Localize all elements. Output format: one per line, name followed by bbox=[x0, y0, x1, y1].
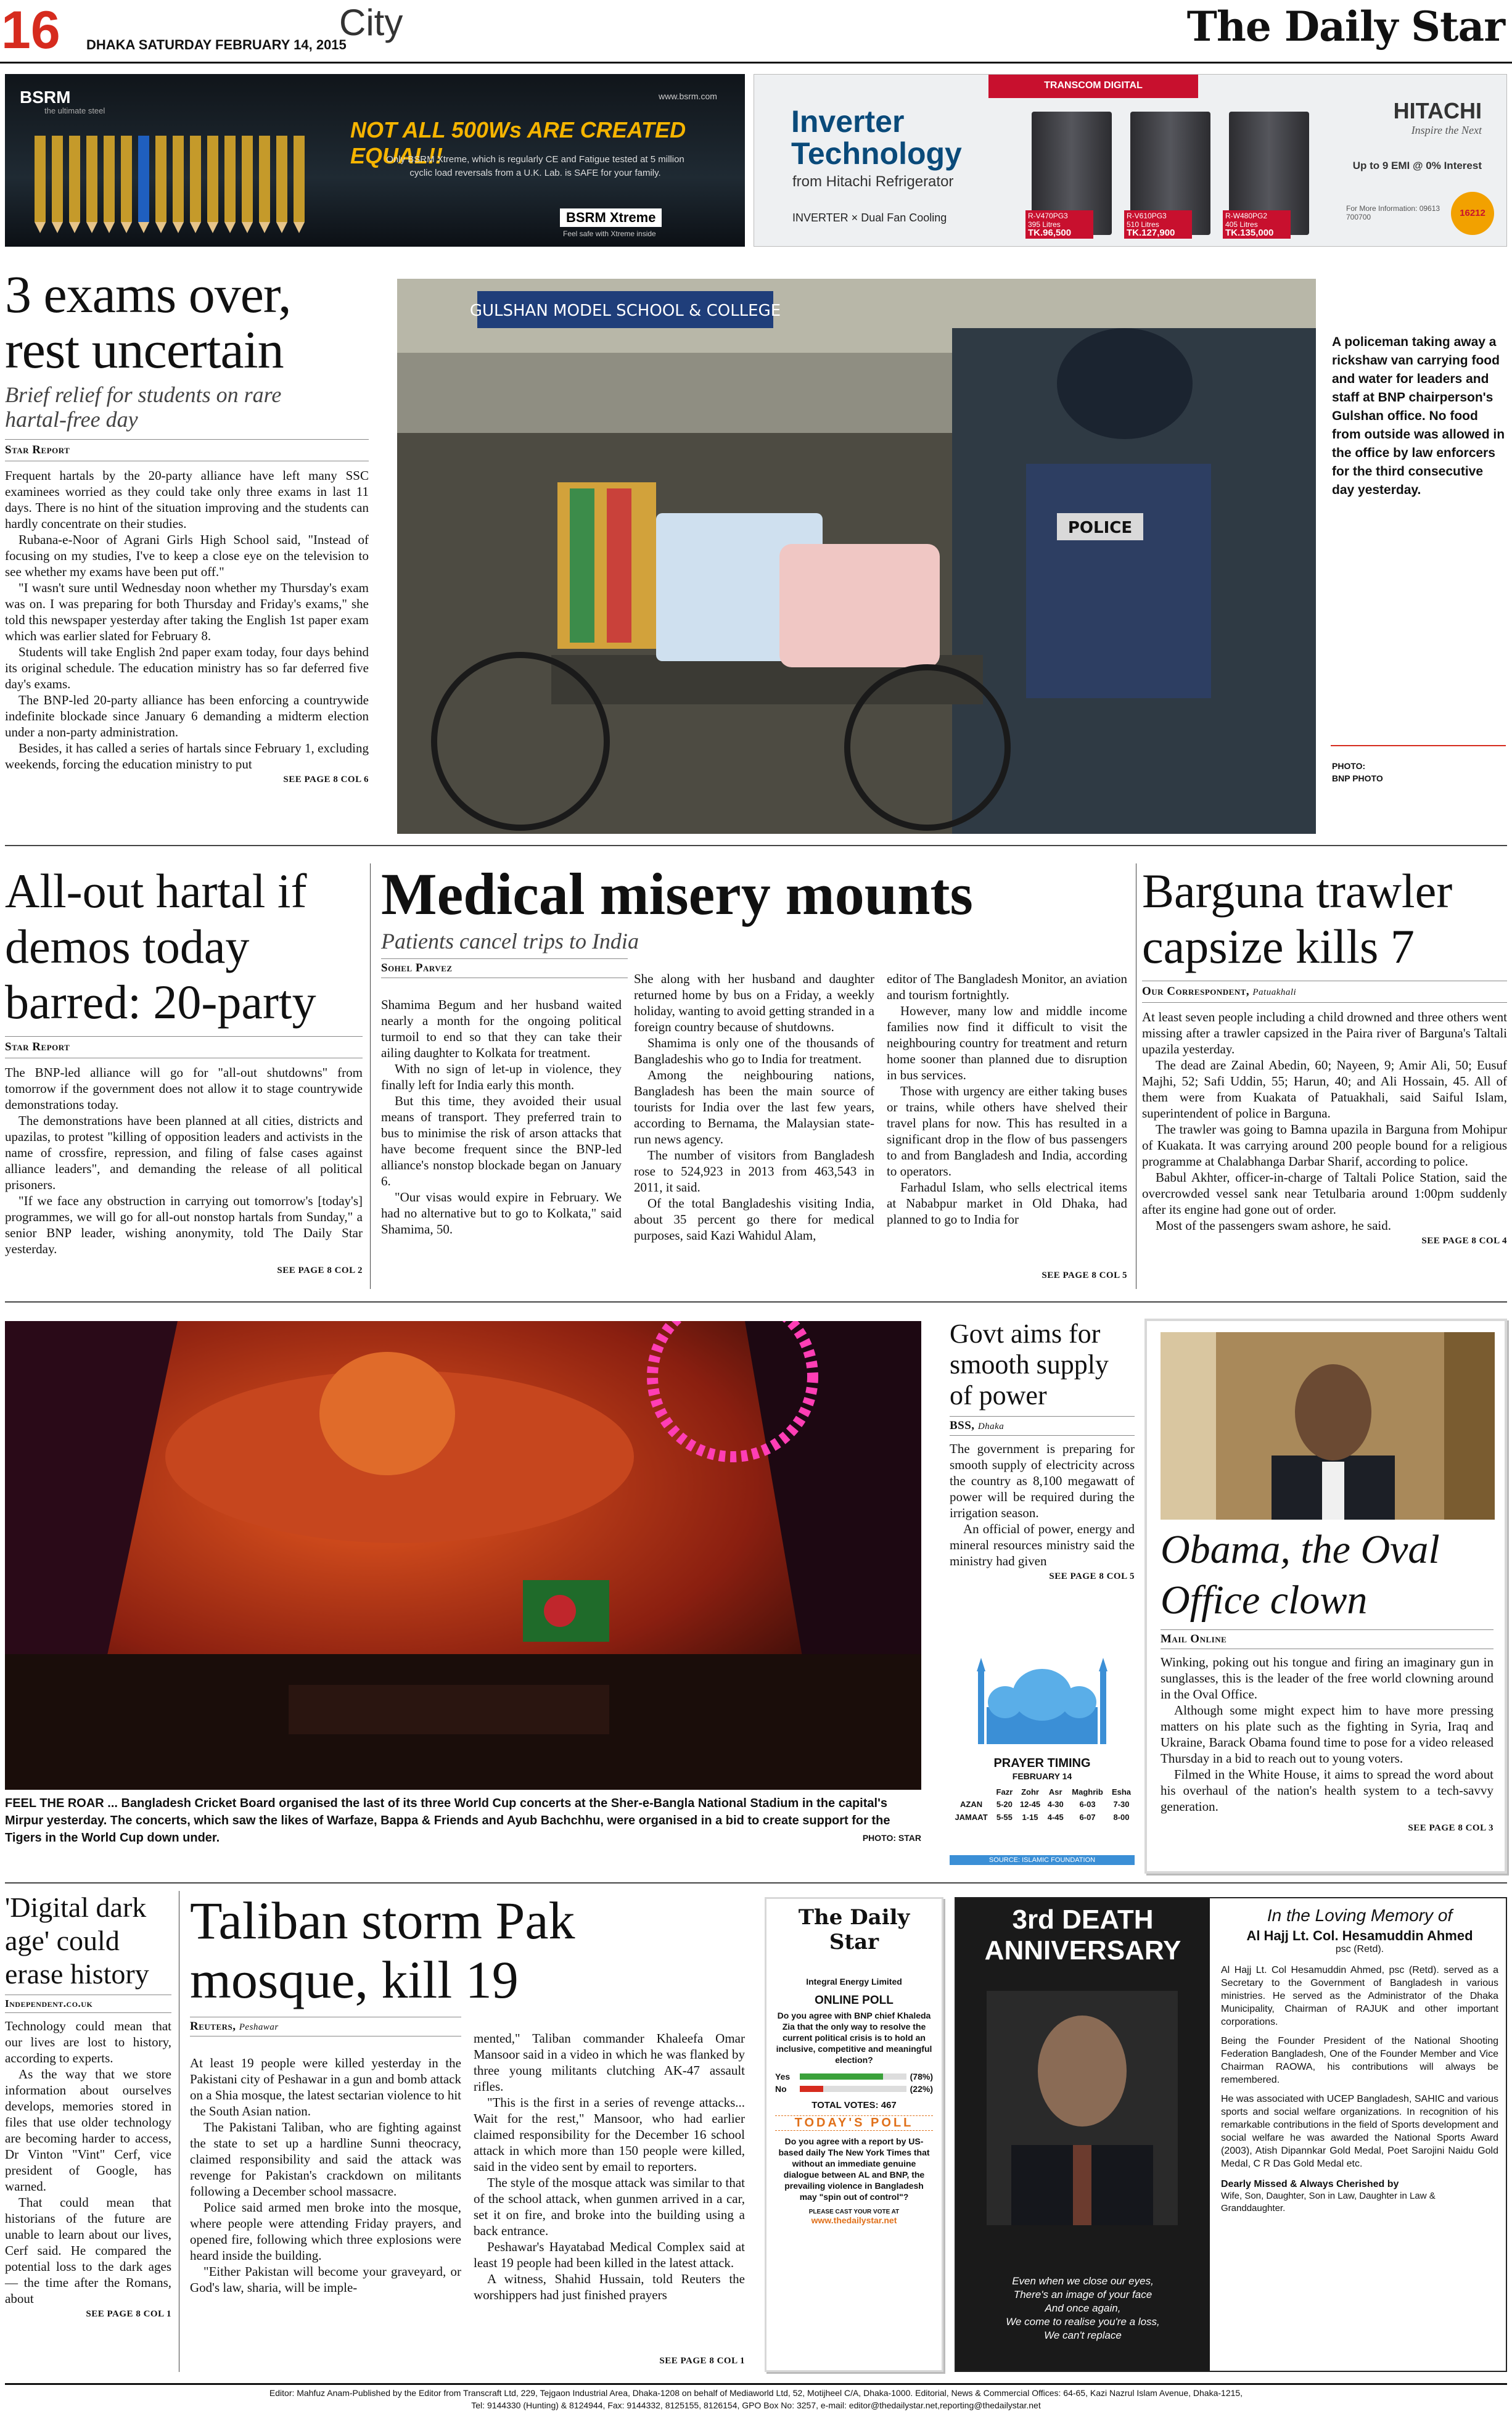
poll-sponsor: Integral Energy Limited bbox=[806, 1977, 902, 1987]
paragraph: However, many low and middle income families now find it difficult to visit the neighbouring country for treatment and return home sooner than planned due to disruption in bus services. bbox=[887, 1003, 1127, 1082]
paragraph: "Either Pakistan will become your graveyard, or God's law, sharia, will be imple- bbox=[190, 2264, 461, 2295]
rod-bar bbox=[190, 136, 201, 222]
headline-power: Govt aims for smooth supply of power bbox=[950, 1319, 1109, 1410]
rod-bar bbox=[121, 136, 132, 222]
fridge-model: R-W480PG2 bbox=[1225, 212, 1268, 220]
paragraph: "I wasn't sure until Wednesday noon whether my Thursday's exam was on. I was preparing for both Thursday and Friday's exams," she told this newspaper yesterday after taking the English 1st paper exam which was earlier slated for February 8. bbox=[5, 580, 369, 643]
poll-paper-logo: The Daily Star bbox=[798, 1905, 910, 1954]
paragraph: Besides, it has called a series of hartals since February 1, excluding weekends, forcing the education ministry to put bbox=[5, 741, 369, 772]
bsrm-body: Only BSRM Xtreme, which is regularly CE and Fatigue tested at 5 million cyclic load reversals from a U.K. Lab. is SAFE for your family. bbox=[386, 154, 684, 178]
poll-title: ONLINE POLL bbox=[815, 1994, 894, 2007]
rod-tip bbox=[207, 222, 218, 233]
paragraph: Rubana-e-Noor of Agrani Girls High School said, "Instead of focusing on my studies, I've to keep a close eye on the television to see whether my exams have been put off." bbox=[5, 532, 369, 579]
poll-cast: PLEASE CAST YOUR VOTE AT bbox=[808, 2209, 900, 2215]
prayer-header: Fazr bbox=[996, 1787, 1013, 1797]
fridge-model: R-V610PG3 bbox=[1127, 212, 1167, 220]
poll-url[interactable]: www.thedailystar.net bbox=[811, 2215, 897, 2225]
rod-tip bbox=[104, 222, 115, 233]
paragraph: Frequent hartals by the 20-party alliance have left many SSC examinees worried as they could take only three exams in last 11 days. There is no hint of the situation improving and the students can hardly concentrate on their studies. bbox=[5, 468, 369, 531]
fridge-price: TK.96,500 bbox=[1028, 228, 1072, 238]
paragraph: Students will take English 2nd paper exam today, four days behind its original schedule. The education ministry has so far deferred five day's exams. bbox=[5, 644, 369, 691]
paragraph: "This is the first in a series of revenge attacks... Wait for the rest," Mansoor, who had earlier claimed responsibility for the December 16 school attack in which more than 150 people were killed, said in the video sent by email to reporters. bbox=[474, 2095, 745, 2174]
memoriam-right bbox=[1221, 1906, 1498, 2215]
photo-police-rickshaw bbox=[397, 279, 1316, 834]
memoriam-missed-by: Wife, Son, Daughter, Son in Law, Daughter in Law & Granddaughter. bbox=[1221, 2191, 1436, 2213]
headline-obama: Obama, the Oval Office clown bbox=[1161, 1527, 1440, 1623]
paragraph: Of the total Bangladeshis visiting India, about 35 percent go there for medical purposes, said Kazi Wahidul Alam, bbox=[634, 1196, 874, 1243]
hitachi-info: For More Information: 09613 700700 bbox=[1346, 204, 1440, 221]
photo-obama bbox=[1161, 1332, 1495, 1520]
paragraph: "If we face any obstruction in carrying out tomorrow's [today's] programmes, we will go for all-out nonstop hartals from Sunday," a senior BNP leader, wishing anonymity, told The Daily Star yesterday. bbox=[5, 1193, 363, 1256]
poll-question: Do you agree with BNP chief Khaleda Zia that the only way to resolve the current political crisis is to hold an inclusive, competitive and meaningful election? bbox=[776, 2011, 932, 2065]
bsrm-product: BSRM Xtreme bbox=[560, 208, 662, 227]
rod-bar bbox=[155, 136, 166, 222]
story-power bbox=[950, 1319, 1135, 1582]
transcom-banner: TRANSCOM DIGITAL bbox=[988, 75, 1198, 98]
rod-bar bbox=[69, 136, 80, 222]
body-power bbox=[950, 1441, 1135, 1569]
poll-bar bbox=[800, 2073, 883, 2080]
bsrm-headline: NOT ALL 500Ws ARE CREATED EQUAL!! bbox=[350, 117, 686, 168]
rod-tip bbox=[121, 222, 132, 233]
memoriam-ad bbox=[955, 1897, 1507, 2372]
poll-today: TODAY'S POLL bbox=[775, 2115, 933, 2131]
paragraph: Although some might expect him to have more pressing matters on his plate such as the fighting in Syria, Iraq and Ukraine, Barack Obama found time to pose for a video released Thursday in a bid to reach out to young voters. bbox=[1161, 1703, 1494, 1766]
prayer-cell: 12-45 bbox=[1019, 1800, 1041, 1809]
paragraph: Babul Akhter, officer-in-charge of Taltali Police Station, said the overcrowded vessel sank near Tetulbaria around 1:00pm suddenly after its engine had gone out of order. bbox=[1142, 1170, 1507, 1217]
fridge-model bbox=[1127, 112, 1210, 238]
rod-bar bbox=[242, 136, 253, 222]
memoriam-paragraph: He was associated with UCEP Bangladesh, SAHIC and various sports and social welfare organizations. In recognition of his remarkable contributions in the field of Sports development and social welfare he was awarded the National Sports Award (2003), Atish Dipannkar Gold Medal, Poet Sarojini Naidu Gold Medal, C R Das Gold Medal etc. bbox=[1221, 2094, 1498, 2169]
paragraph: The number of visitors from Bangladesh rose to 524,923 in 2013 from 463,543 in 2011, it said. bbox=[634, 1148, 874, 1195]
story-hartal bbox=[5, 863, 363, 1276]
credit-top-photo: PHOTO: BNP PHOTO bbox=[1332, 761, 1383, 783]
prayer-cell: 6-07 bbox=[1079, 1813, 1096, 1822]
rod-tip bbox=[294, 222, 305, 233]
row-divider-1 bbox=[5, 845, 1507, 846]
paragraph: A witness, Shahid Hussain, told Reuters the worshippers had just finished prayers bbox=[474, 2271, 745, 2302]
memoriam-body bbox=[1221, 1964, 1498, 2170]
credit-concert: PHOTO: STAR bbox=[862, 1833, 921, 1843]
paragraph: "Our visas would expire in February. We had no alternative but to go to Kolkata," said Shamima, 50. bbox=[381, 1190, 622, 1237]
rod-tip bbox=[173, 222, 184, 233]
rod-bar bbox=[35, 136, 46, 222]
rod-tip bbox=[259, 222, 270, 233]
hitachi-brand: HITACHI bbox=[1393, 98, 1482, 123]
paragraph: The demonstrations have been planned at all cities, districts and upazilas, to protest "killing of opposition leaders and activists in the name of crossfire, repression, and filing of false cases against alliance leaders", and demanding the release of all political prisoners. bbox=[5, 1113, 363, 1192]
poll-total: TOTAL VOTES: 467 bbox=[811, 2100, 897, 2110]
rod-bar bbox=[259, 136, 270, 222]
paragraph: Among the neighbouring nations, Bangladesh has been the main source of tourists for India over the last few years, according to Bernama, the Malaysian state-run news agency. bbox=[634, 1068, 874, 1147]
memoriam-missed-title: Dearly Missed & Always Cherished by bbox=[1221, 2179, 1399, 2189]
caption-concert bbox=[5, 1795, 921, 1847]
memoriam-portrait bbox=[987, 1991, 1178, 2225]
prayer-cell: 8-00 bbox=[1113, 1813, 1130, 1822]
prayer-cell: 5-20 bbox=[996, 1800, 1013, 1809]
row-divider-2 bbox=[5, 1301, 1507, 1303]
prayer-cell: 4-45 bbox=[1047, 1813, 1064, 1822]
body-exams bbox=[5, 467, 369, 772]
story-barguna bbox=[1142, 863, 1507, 1246]
poem-line: We can't replace bbox=[1044, 2329, 1122, 2341]
paragraph: Farhadul Islam, who sells electrical items at Nababpur market in Old Dhaka, had planned to go to India for bbox=[887, 1180, 1127, 1227]
byline-taliban: Reuters, Peshawar bbox=[190, 2020, 279, 2033]
rod-tip bbox=[138, 222, 149, 233]
story-medical bbox=[381, 863, 1127, 983]
ad-hitachi bbox=[754, 74, 1507, 247]
taliban-col-2 bbox=[474, 2030, 745, 2303]
hitachi-sub: from Hitachi Refrigerator bbox=[792, 173, 954, 190]
headline-barguna: Barguna trawler capsize kills 7 bbox=[1142, 864, 1453, 973]
subhead-medical: Patients cancel trips to India bbox=[381, 929, 639, 953]
paragraph: The style of the mosque attack was similar to that of the school attack, when gunmen arrived in a car, set it on fire, and broke into the building using a back entrance. bbox=[474, 2175, 745, 2238]
paragraph: That could mean that historians of the future are unable to learn about our lives, Cerf said. He compared the potential loss to the dark ages — the time after the Romans, about bbox=[5, 2195, 171, 2306]
rod-tip bbox=[190, 222, 201, 233]
fridge-litres: 405 Litres bbox=[1225, 220, 1258, 229]
rod-bar bbox=[52, 136, 63, 222]
paragraph: With no sign of let-up in violence, they finally left for India early this month. bbox=[381, 1061, 622, 1092]
vrule-hartal bbox=[370, 863, 371, 1289]
poll-option-label: No bbox=[775, 2084, 787, 2094]
poem-line: There's an image of your face bbox=[1013, 2289, 1152, 2300]
paragraph: The trawler was going to Bamna upazila in Barguna from Mohipur of Kuakata. It was carrying around 200 people bound for a religious programme at Chalabhanga Darbar Sharif, according to police. bbox=[1142, 1122, 1507, 1169]
memoriam-name: Al Hajj Lt. Col. Hesamuddin Ahmed bbox=[1246, 1928, 1473, 1943]
hitachi-feature: INVERTER × Dual Fan Cooling bbox=[792, 212, 947, 224]
paragraph: The government is preparing for smooth supply of electricity across the country as 8,100 megawatt of power will be required during the irrigation season. bbox=[950, 1441, 1135, 1520]
taliban-col-1 bbox=[190, 2055, 461, 2296]
fridge-model bbox=[1028, 112, 1112, 238]
rod-bar bbox=[207, 136, 218, 222]
medical-col-2 bbox=[634, 971, 874, 1243]
prayer-header bbox=[950, 1786, 993, 1798]
memoriam-in-memory: In the Loving Memory of bbox=[1267, 1906, 1453, 1925]
poll-bar bbox=[800, 2086, 823, 2092]
caption-top-photo: A policeman taking away a rickshaw van carrying food and water for leaders and staff at BNP chairperson's Gulshan office. No food from outside was allowed in the office by law enforcers for the third consecutive day yesterday. bbox=[1332, 335, 1505, 497]
body-hartal bbox=[5, 1064, 363, 1257]
memoriam-paragraph: Being the Founder President of the National Shooting Federation Bangladesh, One of the Founder Member and Vice Chairman RAOWA, his contributions will always be remembered. bbox=[1221, 2036, 1498, 2085]
paragraph: Those with urgency are either taking buses or trains, while others have shelved their travel plans for now. This has resulted in a significant drop in the flow of bus passengers to and from Bangladesh and India, according to operators. bbox=[887, 1084, 1127, 1179]
body-obama bbox=[1161, 1654, 1494, 1814]
prayer-box bbox=[950, 1645, 1135, 1870]
fridge-litres: 395 Litres bbox=[1028, 220, 1061, 229]
bsrm-logo: BSRM bbox=[20, 88, 71, 107]
byline-digital: Independent.co.uk bbox=[5, 1998, 93, 2009]
prayer-header: Asr bbox=[1048, 1787, 1062, 1797]
see-page-obama: SEE PAGE 8 COL 3 bbox=[1408, 1823, 1494, 1833]
prayer-header: Maghrib bbox=[1072, 1787, 1103, 1797]
imprint-line-2: Tel: 9144330 (Hunting) & 8124944, Fax: 9144332, 8125155, 8126154, GPO Box No: 3257, e-mail: editor@thedailystar.net,reporting@thedailystar.net bbox=[471, 2400, 1041, 2410]
see-page-barguna: SEE PAGE 8 COL 4 bbox=[1421, 1236, 1507, 1246]
poll-option-pct: (22%) bbox=[910, 2084, 933, 2094]
bsrm-product-tag: Feel safe with Xtreme inside bbox=[563, 229, 656, 238]
paragraph: Shamima Begum and her husband waited nearly a month for the ongoing political turmoil to end so that they can take their ailing daughter to Kolkata for treatment. bbox=[381, 997, 622, 1060]
paragraph: The dead are Zainal Abedin, 60; Nayeen, 9; Amir Ali, 50; Eusuf Majhi, 52; Safi Uddin, 55; Harun, 40; and Ali Hossain, 45. All of them were from Kuakata of Patuakhali, said Saiful Islam, superintendent of police in Barguna. bbox=[1142, 1058, 1507, 1121]
subhead-exams: Brief relief for students on rare hartal-free day bbox=[5, 382, 282, 432]
memoriam-title-2: ANNIVERSARY bbox=[984, 1935, 1181, 1966]
rod-tip bbox=[35, 222, 46, 233]
rod-bar bbox=[138, 136, 149, 222]
see-page-taliban: SEE PAGE 8 COL 1 bbox=[659, 2356, 745, 2366]
byline-exams: Star Report bbox=[5, 443, 70, 456]
pencil-bars bbox=[30, 123, 319, 234]
memoriam-title-1: 3rd DEATH bbox=[1012, 1904, 1154, 1935]
fridge-model bbox=[1225, 112, 1309, 238]
story-taliban bbox=[190, 1891, 745, 2041]
body-digital bbox=[5, 2018, 171, 2307]
rod-bar bbox=[173, 136, 184, 222]
hitachi-headline: Inverter Technology bbox=[791, 104, 962, 171]
prayer-cell: JAMAAT bbox=[955, 1813, 988, 1822]
rod-tip bbox=[155, 222, 166, 233]
prayer-header: Esha bbox=[1111, 1787, 1132, 1797]
see-page-medical: SEE PAGE 8 COL 5 bbox=[1042, 1270, 1127, 1280]
rod-bar bbox=[294, 136, 305, 222]
paragraph: As the way that we store information about ourselves develops, memories stored in files that use older technology are becoming harder to access, Dr Vinton "Vint" Cerf, vice president of Google, has warned. bbox=[5, 2067, 171, 2194]
poll-today-question: Do you agree with a report by US-based daily The New York Times that without an immediate genuine dialogue between AL and BNP, the prevailing violence in Bangladesh may "spin out of control"? bbox=[778, 2136, 930, 2202]
headline-exams: 3 exams over, rest uncertain bbox=[5, 265, 291, 379]
byline-barguna: Our Correspondent, Patuakhali bbox=[1142, 985, 1297, 998]
body-barguna bbox=[1142, 1009, 1507, 1233]
poll-options bbox=[775, 2072, 933, 2094]
prayer-date: FEBRUARY 14 bbox=[1012, 1771, 1072, 1781]
section-title: City bbox=[339, 2, 403, 43]
paragraph: editor of The Bangladesh Monitor, an aviation and tourism fortnightly. bbox=[887, 971, 1127, 1002]
bsrm-tagline: the ultimate steel bbox=[44, 106, 105, 115]
paragraph: But this time, they avoided their usual means of transport. They preferred train to bus to minimise the risk of arson attacks that have become frequent since the BNP-led alliance's nonstop blockade began on January 6. bbox=[381, 1093, 622, 1188]
poem-line: We come to realise you're a loss, bbox=[1006, 2316, 1160, 2328]
memoriam-paragraph: Al Hajj Lt. Col Hesamuddin Ahmed, psc (Retd). served as a Secretary to the Government of Bangladesh in various ministries. He served as the Administrator of the Dhaka Municipality, Chairman of RAJUK and other important corporations. bbox=[1221, 1965, 1498, 2027]
masthead bbox=[0, 0, 1512, 67]
medical-col-1 bbox=[381, 997, 622, 1237]
paragraph: At least 19 people were killed yesterday in the Pakistani city of Peshawar in a gun and bomb attack on a Shia mosque, the latest sectarian violence to hit the South Asian nation. bbox=[190, 2056, 461, 2118]
poll-option-label: Yes bbox=[775, 2072, 791, 2081]
photo-concert bbox=[5, 1321, 921, 1790]
paragraph: The BNP-led 20-party alliance has been enforcing a countrywide indefinite blockade since January 6 demanding a midterm election under a non-party administration. bbox=[5, 693, 369, 739]
story-exams bbox=[5, 266, 369, 785]
fridge-price: TK.135,000 bbox=[1225, 228, 1274, 238]
paragraph: The Pakistani Taliban, who are fighting against the state to set up a hardline Sunni theocracy, claimed responsibility and said the attack was revenge for Pakistan's crackdown on militants following a December school massacre. bbox=[190, 2120, 461, 2199]
divider-top-photo bbox=[1331, 745, 1506, 746]
prayer-source: SOURCE: ISLAMIC FOUNDATION bbox=[950, 1855, 1135, 1865]
paragraph: mented," Taliban commander Khaleefa Omar Mansoor said in a video in which he was flanked by three young militants clutching AK-47 assault rifles. bbox=[474, 2031, 745, 2094]
prayer-cell: 7-30 bbox=[1113, 1800, 1130, 1809]
headline-taliban: Taliban storm Pak mosque, kill 19 bbox=[190, 1891, 575, 2009]
hitachi-brand-tag: Inspire the Next bbox=[1411, 124, 1482, 136]
rod-bar bbox=[104, 136, 115, 222]
prayer-table bbox=[950, 1786, 1135, 1824]
memoriam-left bbox=[956, 1898, 1210, 2371]
paragraph: Technology could mean that our lives are lost to history, according to experts. bbox=[5, 2019, 171, 2065]
poll-option bbox=[775, 2072, 933, 2081]
rod-bar bbox=[86, 136, 97, 222]
ad-bsrm bbox=[5, 74, 745, 247]
fridge-model: R-V470PG3 bbox=[1028, 212, 1068, 220]
police-vest-text: POLICE bbox=[1067, 519, 1133, 537]
byline-power: BSS, Dhaka bbox=[950, 1419, 1005, 1432]
see-page-exams: SEE PAGE 8 COL 6 bbox=[283, 775, 369, 784]
prayer-cell: 5-55 bbox=[996, 1813, 1013, 1822]
paragraph: An official of power, energy and mineral resources ministry said the ministry had given bbox=[950, 1521, 1135, 1568]
see-page-power: SEE PAGE 8 COL 5 bbox=[1049, 1571, 1135, 1581]
poem-line: Even when we close our eyes, bbox=[1012, 2275, 1154, 2287]
rod-tip bbox=[276, 222, 287, 233]
prayer-cell: 6-03 bbox=[1079, 1800, 1096, 1809]
prayer-title: PRAYER TIMING bbox=[993, 1756, 1091, 1770]
footer-rule bbox=[5, 2383, 1507, 2385]
see-page-hartal: SEE PAGE 8 COL 2 bbox=[277, 1266, 363, 1275]
caption-lead-concert: FEEL THE ROAR ... bbox=[5, 1797, 118, 1810]
prayer-header: Zohr bbox=[1021, 1787, 1039, 1797]
online-poll bbox=[765, 1897, 943, 2372]
obama-box bbox=[1144, 1319, 1507, 1874]
rod-tip bbox=[52, 222, 63, 233]
fridge-litres: 510 Litres bbox=[1127, 220, 1159, 229]
prayer-cell: AZAN bbox=[959, 1800, 983, 1809]
fridge-row bbox=[1028, 99, 1328, 241]
school-sign: GULSHAN MODEL SCHOOL & COLLEGE bbox=[469, 302, 781, 320]
headline-digital: 'Digital dark age' could erase history bbox=[5, 1892, 149, 1990]
imprint-line-1: Editor: Mahfuz Anam-Published by the Editor from Transcraft Ltd, 229, Tejgaon Industrial Area, Dhaka-1208 on behalf of Mediaworld Ltd, 52, Motijheel C/A, Dhaka-1000. Editorial, News & Commercial Offices: 64-65, Kazi Nazrul Islam Avenue, Dhaka-1215, bbox=[269, 2388, 1243, 2398]
paper-logo: The Daily Star bbox=[1186, 2, 1505, 51]
caption-text-concert: Bangladesh Cricket Board organised the last of its three World Cup concerts at the Sher-e-Bangla National Stadium in the capital's Mirpur yesterday. The concerts, which saw the likes of Warfaze, Bappa & Friends and Ayub Bachchhu, were organised in a bid to create support for the Tigers in the World Cup down under. bbox=[5, 1797, 890, 1845]
memoriam-rank: psc (Retd). bbox=[1335, 1944, 1384, 1954]
see-page-digital: SEE PAGE 8 COL 1 bbox=[86, 2309, 171, 2319]
rod-tip bbox=[69, 222, 80, 233]
paragraph: She along with her husband and daughter returned home by bus on a Friday, a weekly holiday, wanting to avoid getting stranded in a foreign country because of shutdowns. bbox=[634, 971, 874, 1034]
paragraph: Winking, poking out his tongue and firing an imaginary gun in sunglasses, this is the leader of the free world clowning around in the Oval Office. bbox=[1161, 1655, 1494, 1702]
paragraph: Police said armed men broke into the mosque, where people were attending Friday prayers, and opened fire, following which three explosions were heard inside the building. bbox=[190, 2200, 461, 2263]
headline-medical: Medical misery mounts bbox=[381, 861, 973, 927]
rod-tip bbox=[224, 222, 236, 233]
poll-option-pct: (78%) bbox=[910, 2072, 933, 2081]
prayer-cell: 4-30 bbox=[1047, 1800, 1064, 1809]
poll-option bbox=[775, 2084, 933, 2094]
medical-col-3 bbox=[887, 971, 1127, 1227]
story-digital bbox=[5, 1891, 171, 2320]
rod-tip bbox=[242, 222, 253, 233]
paragraph: Shamima is only one of the thousands of Bangladeshis who go to India for treatment. bbox=[634, 1036, 874, 1066]
mosque-icon bbox=[974, 1645, 1110, 1750]
byline-hartal: Star Report bbox=[5, 1040, 70, 1053]
rod-bar bbox=[276, 136, 287, 222]
fridge-price: TK.127,900 bbox=[1127, 228, 1175, 238]
hitachi-emi: Up to 9 EMI @ 0% Interest bbox=[1352, 160, 1482, 171]
row-divider-3 bbox=[5, 1882, 1507, 1884]
bsrm-url: www.bsrm.com bbox=[659, 91, 717, 101]
byline-obama: Mail Online bbox=[1161, 1633, 1227, 1645]
dateline: DHAKA SATURDAY FEBRUARY 14, 2015 bbox=[86, 37, 347, 52]
byline-medical: Sohel Parvez bbox=[381, 961, 453, 974]
page-number: 16 bbox=[1, 1, 60, 60]
prayer-cell: 1-15 bbox=[1022, 1813, 1038, 1822]
poem-line: And once again, bbox=[1045, 2302, 1121, 2314]
headline-hartal: All-out hartal if demos today barred: 20-party bbox=[5, 864, 316, 1029]
paragraph: Peshawar's Hayatabad Medical Complex said at least 19 people had been killed in the latest attack. bbox=[474, 2239, 745, 2270]
paragraph: The BNP-led alliance will go for "all-out shutdowns" from tomorrow if the government does not allow it to stage countrywide demonstrations today. bbox=[5, 1065, 363, 1112]
rod-bar bbox=[224, 136, 236, 222]
paragraph: Filmed in the White House, it aims to spread the word about his overhaul of the nation's health system to a tech-savvy generation. bbox=[1161, 1767, 1494, 1814]
paragraph: At least seven people including a child drowned and three others went missing after a trawler capsized in the Paira river of Barguna's Taltali upazila yesterday. bbox=[1142, 1010, 1507, 1056]
paragraph: Most of the passengers swam ashore, he said. bbox=[1156, 1218, 1391, 1233]
memoriam-poem bbox=[956, 2275, 1210, 2342]
care-badge: 16212 bbox=[1451, 192, 1494, 235]
rod-tip bbox=[86, 222, 97, 233]
masthead-rule bbox=[0, 62, 1512, 64]
